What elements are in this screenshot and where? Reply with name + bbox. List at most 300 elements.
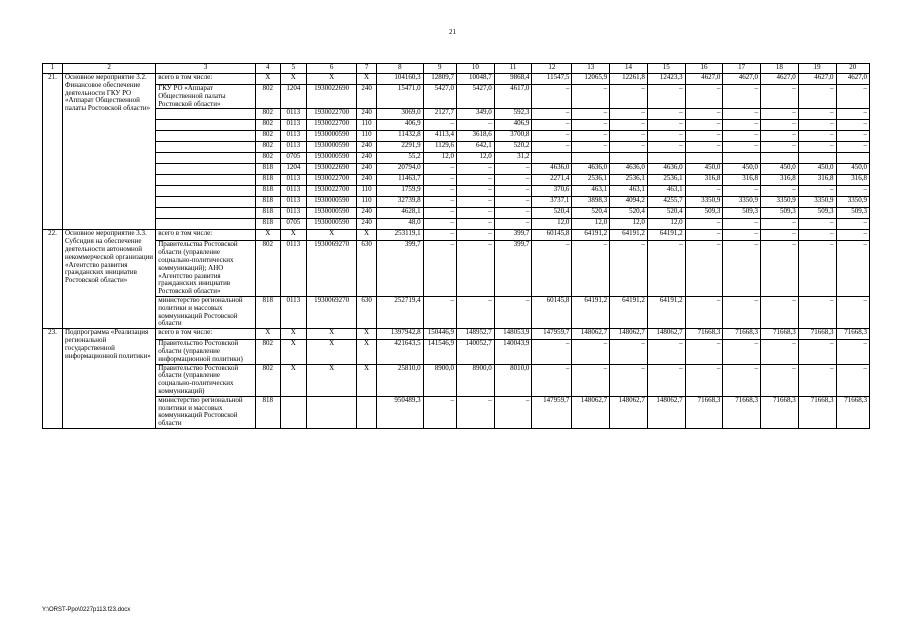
amount-cell: – (423, 197, 456, 208)
executor-cell (156, 219, 256, 230)
budget-code-cell: 1930000590 (307, 142, 357, 153)
amount-cell: – (723, 120, 761, 131)
amount-cell: 509,3 (836, 208, 869, 219)
amount-cell: 71668,3 (761, 396, 799, 428)
amount-cell: – (798, 109, 836, 120)
amount-cell: 55,2 (377, 153, 424, 164)
amount-cell: – (798, 219, 836, 230)
budget-code-cell: 818 (256, 164, 280, 175)
column-number-header: 9 (423, 64, 456, 74)
amount-cell: – (647, 142, 685, 153)
amount-cell: – (494, 296, 532, 328)
amount-cell: – (761, 296, 799, 328)
budget-code-cell: 1930000590 (307, 197, 357, 208)
amount-cell: 3700,8 (494, 131, 532, 142)
budget-code-cell: 110 (357, 186, 377, 197)
amount-cell: – (685, 219, 723, 230)
budget-code-cell: 1930022690 (307, 164, 357, 175)
column-number-header: 12 (532, 64, 572, 74)
amount-cell: – (836, 230, 869, 241)
executor-cell (156, 175, 256, 186)
amount-cell: – (723, 340, 761, 364)
amount-cell: – (798, 230, 836, 241)
amount-cell: – (423, 164, 456, 175)
amount-cell: – (610, 241, 648, 297)
budget-code-cell: 802 (256, 340, 280, 364)
amount-cell: – (647, 85, 685, 109)
amount-cell: 4636,0 (610, 164, 648, 175)
amount-cell: 4627,0 (761, 74, 799, 85)
amount-cell: 1129,6 (423, 142, 456, 153)
column-number-header: 5 (280, 64, 307, 74)
column-number-header: 10 (456, 64, 494, 74)
amount-cell: – (572, 131, 610, 142)
table-row (43, 109, 870, 120)
amount-cell: – (423, 175, 456, 186)
amount-cell: – (798, 296, 836, 328)
amount-cell: 3737,1 (532, 197, 572, 208)
budget-code-cell: X (280, 74, 307, 85)
amount-cell (532, 153, 572, 164)
table-row (43, 208, 870, 219)
program-name: Основное мероприятие 3.2. Финансовое обеспечение деятельности ГКУ РО «Аппарат Общественной палаты Ростовской области» (62, 74, 155, 230)
budget-code-cell: 1930000590 (307, 219, 357, 230)
table-row (43, 340, 870, 364)
amount-cell: – (494, 197, 532, 208)
file-path-footer: Y:\ORST-Ppo\0227p113.f23.docx (42, 607, 131, 613)
budget-code-cell: X (256, 74, 280, 85)
amount-cell (723, 153, 761, 164)
amount-cell: 1759,9 (377, 186, 424, 197)
amount-cell: – (647, 241, 685, 297)
budget-code-cell: 630 (357, 296, 377, 328)
budget-code-cell: X (357, 230, 377, 241)
amount-cell: – (685, 296, 723, 328)
amount-cell: 64191,2 (647, 230, 685, 241)
amount-cell: 4255,7 (647, 197, 685, 208)
amount-cell: – (572, 85, 610, 109)
amount-cell: – (685, 364, 723, 396)
budget-code-cell: 240 (357, 164, 377, 175)
amount-cell: – (423, 241, 456, 297)
budget-code-cell: 240 (357, 153, 377, 164)
amount-cell: – (610, 131, 648, 142)
amount-cell: 141546,9 (423, 340, 456, 364)
amount-cell: – (610, 142, 648, 153)
amount-cell: 8010,0 (494, 364, 532, 396)
program-name: Основное мероприятие 3.3. Субсидия на обеспечение деятельности автономной некоммерческой организации «Агентство развития гражданских инициатив Ростовской области» (62, 230, 155, 329)
table-row (43, 364, 870, 396)
amount-cell: – (494, 164, 532, 175)
budget-code-cell: 240 (357, 175, 377, 186)
budget-code-cell: 1930000590 (307, 153, 357, 164)
amount-cell: 2536,1 (610, 175, 648, 186)
table-row (43, 164, 870, 175)
table-row (43, 396, 870, 428)
amount-cell: – (423, 120, 456, 131)
budget-code-cell: 802 (256, 109, 280, 120)
amount-cell: 11432,8 (377, 131, 424, 142)
amount-cell: – (572, 340, 610, 364)
amount-cell: 64191,2 (647, 296, 685, 328)
amount-cell: – (456, 296, 494, 328)
amount-cell: – (685, 186, 723, 197)
budget-code-cell: X (280, 329, 307, 340)
budget-code-cell: 110 (357, 120, 377, 131)
amount-cell: 399,7 (494, 241, 532, 297)
amount-cell: – (685, 120, 723, 131)
amount-cell: 4636,0 (532, 164, 572, 175)
amount-cell: 642,1 (456, 142, 494, 153)
amount-cell: 450,0 (836, 164, 869, 175)
amount-cell: – (572, 120, 610, 131)
executor-cell: Правительства Ростовской области (управление социально-политических коммуникаций); АНО «Агентство развития гражданских инициатив Ростовской области» (156, 241, 256, 297)
amount-cell: – (494, 175, 532, 186)
budget-code-cell: 0705 (280, 153, 307, 164)
amount-cell: 3350,9 (723, 197, 761, 208)
budget-code-cell: 818 (256, 396, 280, 428)
amount-cell: 11463,7 (377, 175, 424, 186)
table-row (43, 120, 870, 131)
column-number-header: 7 (357, 64, 377, 74)
amount-cell: – (723, 230, 761, 241)
amount-cell: – (836, 142, 869, 153)
amount-cell: – (456, 164, 494, 175)
amount-cell: – (761, 85, 799, 109)
budget-code-cell: 0113 (280, 131, 307, 142)
amount-cell: – (836, 120, 869, 131)
amount-cell: 8900,0 (456, 364, 494, 396)
budget-code-cell: 0113 (280, 208, 307, 219)
amount-cell: – (572, 241, 610, 297)
amount-cell: 71668,3 (723, 396, 761, 428)
amount-cell: 12,0 (456, 153, 494, 164)
budget-code-cell: 818 (256, 197, 280, 208)
amount-cell: 3350,9 (798, 197, 836, 208)
item-number: 22. (43, 230, 63, 329)
table-row (43, 230, 870, 241)
budget-code-cell: X (307, 74, 357, 85)
amount-cell: – (423, 296, 456, 328)
item-number: 21. (43, 74, 63, 230)
budget-code-cell: 1930000590 (307, 208, 357, 219)
executor-cell (156, 120, 256, 131)
amount-cell: – (610, 120, 648, 131)
amount-cell: – (761, 109, 799, 120)
amount-cell: 4636,0 (572, 164, 610, 175)
amount-cell: – (423, 208, 456, 219)
budget-code-cell: 1930069270 (307, 296, 357, 328)
budget-code-cell: 1204 (280, 164, 307, 175)
budget-code-cell: 802 (256, 85, 280, 109)
amount-cell: 316,8 (723, 175, 761, 186)
amount-cell: – (723, 109, 761, 120)
budget-code-cell: 802 (256, 120, 280, 131)
amount-cell: 60145,8 (532, 230, 572, 241)
amount-cell (610, 153, 648, 164)
amount-cell: 2271,4 (532, 175, 572, 186)
amount-cell: 8900,0 (423, 364, 456, 396)
amount-cell: 148062,7 (647, 329, 685, 340)
amount-cell: – (423, 396, 456, 428)
column-number-header: 6 (307, 64, 357, 74)
amount-cell: 150446,9 (423, 329, 456, 340)
amount-cell (761, 153, 799, 164)
amount-cell: 4617,0 (494, 85, 532, 109)
table-row (43, 219, 870, 230)
amount-cell: 148062,7 (572, 329, 610, 340)
table-row (43, 175, 870, 186)
amount-cell (798, 153, 836, 164)
amount-cell: – (685, 142, 723, 153)
amount-cell: 2127,7 (423, 109, 456, 120)
amount-cell: 12809,7 (423, 74, 456, 85)
amount-cell: 4627,0 (723, 74, 761, 85)
amount-cell (836, 153, 869, 164)
table-row (43, 142, 870, 153)
amount-cell: – (456, 208, 494, 219)
amount-cell: – (798, 142, 836, 153)
amount-cell: – (798, 120, 836, 131)
header-row (43, 64, 870, 74)
budget-code-cell: 110 (357, 197, 377, 208)
amount-cell: – (761, 230, 799, 241)
budget-code-cell: 0113 (280, 241, 307, 297)
amount-cell: 2291,9 (377, 142, 424, 153)
page-number: 21 (449, 28, 456, 36)
budget-code-cell: 818 (256, 175, 280, 186)
table-row (43, 197, 870, 208)
amount-cell: – (723, 142, 761, 153)
amount-cell: 406,9 (494, 120, 532, 131)
amount-cell: – (456, 197, 494, 208)
amount-cell: 147959,7 (532, 396, 572, 428)
executor-cell (156, 109, 256, 120)
table-row (43, 329, 870, 340)
amount-cell: – (723, 241, 761, 297)
amount-cell: 316,8 (798, 175, 836, 186)
executor-cell: всего в том числе: (156, 329, 256, 340)
amount-cell: – (532, 120, 572, 131)
amount-cell: 520,4 (647, 208, 685, 219)
budget-code-cell: 0113 (280, 142, 307, 153)
item-number: 23. (43, 329, 63, 429)
column-number-header: 13 (572, 64, 610, 74)
amount-cell: 399,7 (494, 230, 532, 241)
amount-cell: 253119,1 (377, 230, 424, 241)
amount-cell: 148062,7 (610, 396, 648, 428)
amount-cell: – (572, 142, 610, 153)
budget-code-cell: X (307, 340, 357, 364)
amount-cell: 64191,2 (610, 230, 648, 241)
budget-code-cell: 0113 (280, 296, 307, 328)
executor-cell: министерство региональной политики и массовых коммуникаций Ростовской области (156, 296, 256, 328)
budget-table (42, 63, 870, 429)
amount-cell: – (836, 219, 869, 230)
amount-cell: – (494, 219, 532, 230)
column-number-header: 3 (156, 64, 256, 74)
amount-cell: 140052,7 (456, 340, 494, 364)
amount-cell: 104160,3 (377, 74, 424, 85)
amount-cell (685, 153, 723, 164)
amount-cell: – (798, 186, 836, 197)
amount-cell: 71668,3 (798, 329, 836, 340)
amount-cell: 10048,7 (456, 74, 494, 85)
amount-cell: 509,3 (761, 208, 799, 219)
table-row (43, 74, 870, 85)
budget-code-cell: 1930022700 (307, 175, 357, 186)
budget-code-cell: 110 (357, 131, 377, 142)
budget-code-cell: X (280, 340, 307, 364)
amount-cell: 60145,8 (532, 296, 572, 328)
amount-cell: 520,2 (494, 142, 532, 153)
amount-cell: – (647, 120, 685, 131)
amount-cell: 463,1 (610, 186, 648, 197)
amount-cell: – (456, 219, 494, 230)
amount-cell: 4628,1 (377, 208, 424, 219)
amount-cell: 71668,3 (723, 329, 761, 340)
amount-cell: – (836, 241, 869, 297)
amount-cell: – (423, 230, 456, 241)
amount-cell: – (723, 131, 761, 142)
amount-cell: – (494, 186, 532, 197)
amount-cell: 4627,0 (836, 74, 869, 85)
amount-cell: 463,1 (572, 186, 610, 197)
budget-code-cell: X (307, 364, 357, 396)
amount-cell: – (836, 340, 869, 364)
budget-code-cell (280, 396, 307, 428)
amount-cell: – (685, 340, 723, 364)
budget-code-cell: 1930022700 (307, 186, 357, 197)
amount-cell: – (836, 296, 869, 328)
amount-cell: – (723, 85, 761, 109)
budget-code-cell: 802 (256, 142, 280, 153)
amount-cell: – (798, 241, 836, 297)
amount-cell: 1397942,8 (377, 329, 424, 340)
amount-cell (572, 153, 610, 164)
column-number-header: 11 (494, 64, 532, 74)
budget-code-cell: 1930022690 (307, 85, 357, 109)
amount-cell: – (456, 230, 494, 241)
budget-code-cell: 240 (357, 208, 377, 219)
amount-cell: – (494, 396, 532, 428)
amount-cell: – (456, 396, 494, 428)
amount-cell: 370,6 (532, 186, 572, 197)
budget-code-cell (357, 396, 377, 428)
amount-cell: – (647, 109, 685, 120)
amount-cell: 4636,0 (647, 164, 685, 175)
amount-cell: 450,0 (685, 164, 723, 175)
executor-cell (156, 197, 256, 208)
budget-code-cell: 0113 (280, 186, 307, 197)
amount-cell: 71668,3 (761, 329, 799, 340)
table-row (43, 296, 870, 328)
amount-cell: – (610, 85, 648, 109)
budget-code-cell (307, 396, 357, 428)
amount-cell: 147959,7 (532, 329, 572, 340)
amount-cell: – (798, 131, 836, 142)
amount-cell: – (836, 109, 869, 120)
amount-cell: 509,3 (685, 208, 723, 219)
amount-cell: – (647, 364, 685, 396)
budget-code-cell: 802 (256, 131, 280, 142)
amount-cell: 349,0 (456, 109, 494, 120)
amount-cell: 450,0 (761, 164, 799, 175)
budget-code-cell: X (357, 340, 377, 364)
amount-cell: 3350,9 (685, 197, 723, 208)
amount-cell: 5427,0 (456, 85, 494, 109)
amount-cell: – (456, 241, 494, 297)
amount-cell: 4094,2 (610, 197, 648, 208)
amount-cell: 406,9 (377, 120, 424, 131)
budget-code-cell: X (307, 329, 357, 340)
budget-code-cell: 818 (256, 208, 280, 219)
amount-cell: – (836, 85, 869, 109)
amount-cell: 71668,3 (836, 329, 869, 340)
amount-cell: 64191,2 (572, 296, 610, 328)
amount-cell: – (723, 296, 761, 328)
amount-cell: 12,0 (423, 153, 456, 164)
column-number-header: 20 (836, 64, 869, 74)
amount-cell: – (798, 364, 836, 396)
table-row (43, 241, 870, 297)
amount-cell: – (761, 142, 799, 153)
amount-cell: 12065,9 (572, 74, 610, 85)
amount-cell: 316,8 (685, 175, 723, 186)
amount-cell: 252719,4 (377, 296, 424, 328)
amount-cell: – (647, 340, 685, 364)
amount-cell: 71668,3 (798, 396, 836, 428)
budget-code-cell: 818 (256, 296, 280, 328)
amount-cell: 4627,0 (685, 74, 723, 85)
amount-cell: – (532, 109, 572, 120)
amount-cell: 148062,7 (610, 329, 648, 340)
amount-cell: 450,0 (723, 164, 761, 175)
amount-cell: – (761, 120, 799, 131)
amount-cell: 64191,2 (610, 296, 648, 328)
amount-cell: – (723, 364, 761, 396)
table-row (43, 131, 870, 142)
amount-cell: 148952,7 (456, 329, 494, 340)
table-row (43, 85, 870, 109)
budget-code-cell: X (280, 230, 307, 241)
amount-cell: 316,8 (836, 175, 869, 186)
amount-cell: – (532, 131, 572, 142)
amount-cell: 509,3 (723, 208, 761, 219)
amount-cell: 509,3 (798, 208, 836, 219)
column-number-header: 2 (62, 64, 155, 74)
amount-cell: 2536,1 (647, 175, 685, 186)
executor-cell: всего в том числе: (156, 74, 256, 85)
amount-cell: – (836, 131, 869, 142)
amount-cell: – (761, 364, 799, 396)
budget-code-cell: X (307, 230, 357, 241)
amount-cell: 3350,9 (761, 197, 799, 208)
amount-cell: 71668,3 (836, 396, 869, 428)
amount-cell: 9868,4 (494, 74, 532, 85)
amount-cell: – (836, 364, 869, 396)
budget-code-cell: 0113 (280, 175, 307, 186)
budget-code-cell: 1930069270 (307, 241, 357, 297)
column-number-header: 19 (798, 64, 836, 74)
amount-cell: – (456, 120, 494, 131)
amount-cell: – (761, 340, 799, 364)
amount-cell: 12423,3 (647, 74, 685, 85)
amount-cell: 421643,5 (377, 340, 424, 364)
amount-cell: 71668,3 (685, 396, 723, 428)
amount-cell: – (685, 241, 723, 297)
table-row (43, 153, 870, 164)
